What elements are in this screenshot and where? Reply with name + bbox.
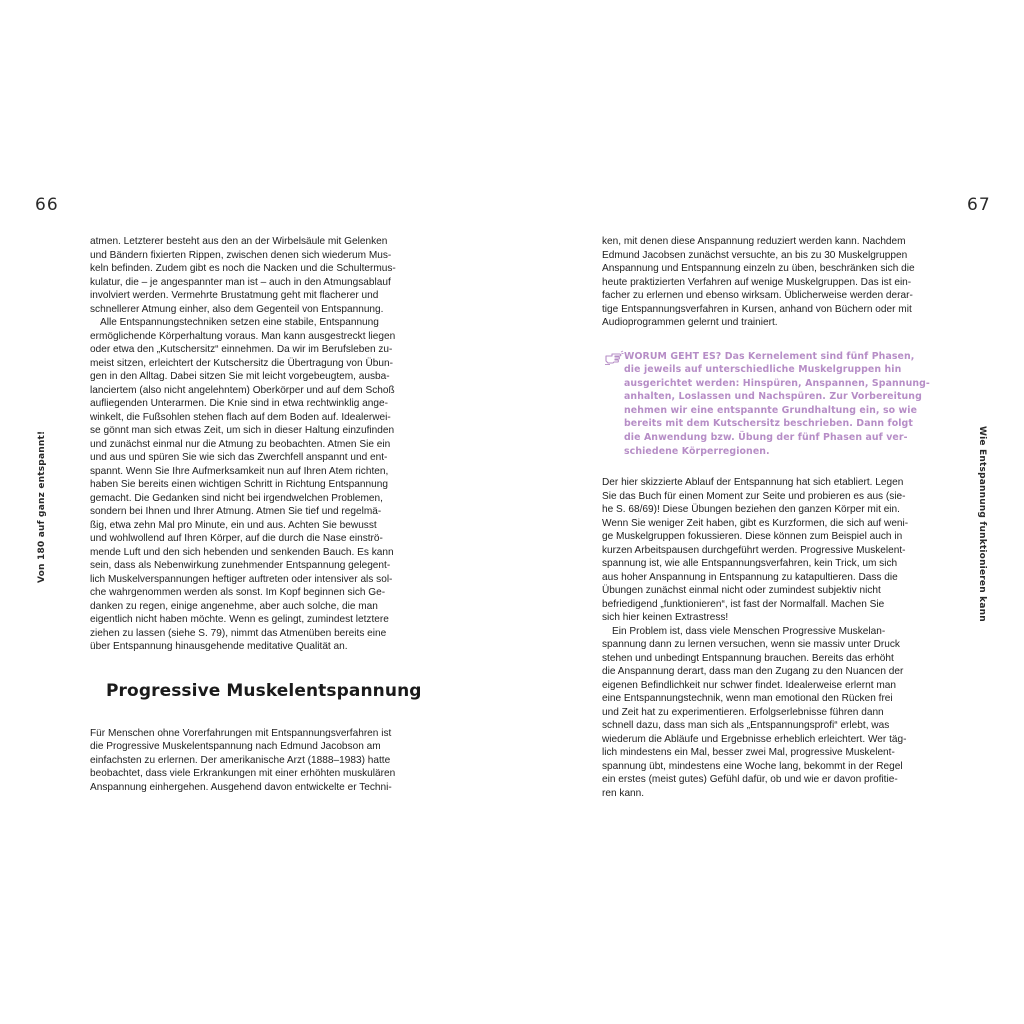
text-line: sondern bei Ihnen und Ihrer Atmung. Atmen Sie tief und regelmä- <box>90 506 382 517</box>
text-line: sich hier keinen Extrastress! <box>602 612 729 624</box>
left-paragraph-1 <box>90 235 412 316</box>
text-line: die Progressive Muskelentspannung nach Edmund Jacobson am <box>90 741 381 752</box>
text-line: heute praktizierten Verfahren auf wenige Muskelgruppen. Das ist ein- <box>602 276 912 288</box>
text-line: ermöglichende Körperhaltung voraus. Man kann ausgestreckt liegen <box>90 330 396 342</box>
callout-line: die jeweils auf unterschiedliche Muskelgruppen hin <box>624 364 902 376</box>
text-line: Ein Problem ist, dass viele Menschen Progressive Muskelan- <box>612 625 886 637</box>
text-line: und Zeit hat zu experimentieren. Erfolgserlebnisse führen dann <box>602 706 884 718</box>
text-line: ren kann. <box>602 787 645 799</box>
text-line: oder etwa den „Kutschersitz“ einnehmen. Da wir im Berufsleben zu- <box>90 344 393 355</box>
right-paragraph-2 <box>602 476 924 625</box>
text-line: Der hier skizzierte Ablauf der Entspannung hat sich etabliert. Legen <box>602 477 904 489</box>
text-line: aus hoher Anspannung in Entspannung zu katapultieren. Dass die <box>602 571 898 583</box>
callout-line: WORUM GEHT ES? Das Kernelement sind fünf Phasen, <box>624 350 915 362</box>
text-line: und wohlwollend auf Ihren Körper, auf die durch die Nase einströ- <box>90 533 383 544</box>
text-line: tige Entspannungsverfahren in Kursen, anhand von Büchern oder mit <box>602 303 912 315</box>
text-line: atmen. Letzterer besteht aus den an der Wirbelsäule mit Gelenken <box>90 236 388 247</box>
text-line: Audioprogrammen gelernt und trainiert. <box>602 317 778 328</box>
text-line: Für Menschen ohne Vorerfahrungen mit Entspannungsverfahren ist <box>90 727 392 739</box>
text-line: ßig, etwa zehn Mal pro Minute, ein und aus. Achten Sie bewusst <box>90 519 377 531</box>
left-column <box>90 235 422 794</box>
text-line: schnellerer Atmung einher, also dem Gegenteil von Entspannung. <box>90 303 384 315</box>
text-line: Übungen zunächst einmal nicht oder zumindest subjektiv nicht <box>602 585 881 597</box>
text-line: facher zu erlernen und ebenso wirksam. Üblicherweise werden derar- <box>602 290 913 301</box>
left-paragraph-2 <box>90 316 412 654</box>
text-line: eigenen Befindlichkeit nur schwer findet. Idealerweise erlernt man <box>602 679 897 691</box>
right-paragraph-1 <box>602 235 924 330</box>
chapter-label-right: Wie Entspannung funktionieren kann <box>977 426 987 622</box>
text-line: Wenn Sie weniger Zeit haben, gibt es Kurzformen, die sich auf weni- <box>602 517 909 529</box>
text-line: spannung dann zu lernen versuchen, wenn sie massiv unter Druck <box>602 639 900 651</box>
text-line: danken zu regen, einige angenehme, aber auch solche, die man <box>90 600 378 612</box>
chapter-label-left: Von 180 auf ganz entspannt! <box>37 430 47 583</box>
text-line: Edmund Jacobsen zunächst versuchte, an bis zu 30 Muskelgruppen <box>602 249 908 261</box>
text-line: involviert werden. Vermehrte Brustatmung geht mit flacherer und <box>90 290 379 301</box>
left-paragraph-3 <box>90 727 412 795</box>
text-line: und Bändern fixierten Rippen, zwischen denen sich wiederum Mus- <box>90 249 392 261</box>
right-paragraph-3 <box>602 625 924 801</box>
text-line: spannt. Wenn Sie Ihre Aufmerksamkeit nun auf Ihren Atem richten, <box>90 465 389 477</box>
text-line: ge Muskelgruppen fokussieren. Diese können zum Beispiel auch in <box>602 531 903 543</box>
callout-box <box>602 350 930 459</box>
text-line: über Entspannung hinausgehende meditative Qualität an. <box>90 641 348 652</box>
text-line: kurzen Arbeitspausen durchgeführt werden. Progressive Muskelent- <box>602 544 906 556</box>
text-line: eigentlich nicht haben möchte. Wenn es gelingt, zumindest letztere <box>90 614 389 625</box>
text-line: se gönnt man sich etwas Zeit, um sich in dieser Haltung einzufinden <box>90 425 395 436</box>
text-line: mende Luft und den sich hebenden und senkenden Bauch. Es kann <box>90 546 394 558</box>
text-line: spannung übt, mindestens eine Woche lang, bekommt in der Regel <box>602 760 903 772</box>
text-line: stehen und unbedingt Entspannung brauchen. Bereits das erhöht <box>602 652 894 664</box>
page-number-right: 67 <box>967 195 991 215</box>
text-line: beobachtet, dass viele Erkrankungen mit einer erhöhten muskulären <box>90 768 396 779</box>
right-column <box>602 235 930 800</box>
text-line: Alle Entspannungstechniken setzen eine stabile, Entspannung <box>100 317 379 328</box>
callout-line: die Anwendung bzw. Übung der fünf Phasen auf ver- <box>624 432 908 444</box>
text-line: sein, dass als Nebenwirkung zunehmender Entspannung gelegent- <box>90 560 391 571</box>
text-line: und zunächst einmal nur die Atmung zu beobachten. Atmen Sie ein <box>90 438 391 450</box>
text-line: kulatur, die – je angespannter man ist – auch in den Atmungsablauf <box>90 276 391 288</box>
text-line: Anspannung und Entspannung einzeln zu üben, beschränken sich die <box>602 263 915 274</box>
callout-line: anhalten, Loslassen und Nachspüren. Zur Vorbereitung <box>624 391 922 403</box>
text-line: he S. 68/69)! Diese Übungen beziehen den ganzen Körper mit ein. <box>602 504 900 516</box>
text-line: lanciertem (also nicht angelehntem) Oberkörper und auf dem Schoß <box>90 384 395 396</box>
callout-line: bereits mit dem Kutschersitz beschrieben. Dann folgt <box>624 418 913 430</box>
text-line: gen in den Alltag. Dabei sitzen Sie mit leicht vorgebeugtem, ausba- <box>90 371 390 382</box>
text-line: ein erstes (meist gutes) Gefühl dafür, ob und wie er davon profitie- <box>602 774 898 786</box>
text-line: haben Sie bereits einen wichtigen Schritt in Richtung Entspannung <box>90 479 388 490</box>
text-line: keln befinden. Zudem gibt es noch die Nacken und die Schultermus- <box>90 263 396 274</box>
text-line: wiederum die Abläufe und Ergebnisse erheblich erleichtert. Wer täg- <box>602 733 907 745</box>
callout-line: schiedene Körperregionen. <box>624 445 770 457</box>
callout-line: ausgerichtet werden: Hinspüren, Anspannen, Spannung- <box>624 377 930 389</box>
text-line: schnell dazu, dass man sich als „Entspannungsprofi“ erlebt, was <box>602 720 890 732</box>
text-line: ziehen zu lassen (siehe S. 79), nimmt das Atmenüben bereits eine <box>90 627 387 639</box>
text-line: ken, mit denen diese Anspannung reduziert werden kann. Nachdem <box>602 236 906 247</box>
text-line: die Anspannung derart, dass man den Zugang zu den Nuancen der <box>602 666 904 678</box>
pointing-hand-icon <box>604 350 624 366</box>
text-line: gemacht. Die Gedanken sind nicht bei irgendwelchen Problemen, <box>90 492 383 504</box>
text-line: befriedigend „funktionieren“, ist fast der Normalfall. Machen Sie <box>602 598 885 610</box>
text-line: und aus und spüren Sie wie sich das Zwerchfell anspannt und ent- <box>90 452 388 463</box>
text-line: winkelt, die Fußsohlen stehen flach auf dem Boden auf. Idealerwei- <box>90 411 391 423</box>
text-line: eine Entspannungstechnik, wenn man emotional den Rücken frei <box>602 693 893 705</box>
section-heading: Progressive Muskelentspannung <box>106 680 422 701</box>
callout-line: nehmen wir eine entspannte Grundhaltung ein, so wie <box>624 404 918 416</box>
text-line: aufliegenden Unterarmen. Die Knie sind in etwa rechtwinklig ange- <box>90 398 388 409</box>
text-line: lich Muskelverspannungen heftiger auftreten oder intensiver als sol- <box>90 573 393 585</box>
text-line: spannung ist, wie alle Entspannungsverfahren, kein Trick, um sich <box>602 558 898 570</box>
text-line: einfachsten zu erlernen. Der amerikanische Arzt (1888–1983) hatte <box>90 754 391 766</box>
callout-text <box>624 350 930 459</box>
page-number-left: 66 <box>35 195 59 215</box>
text-line: lich mindestens ein Mal, besser zwei Mal, progressive Muskelent- <box>602 747 895 759</box>
text-line: che wahrgenommen werden als sonst. Im Kopf beginnen sich Ge- <box>90 587 386 598</box>
text-line: Sie das Buch für einen Moment zur Seite und probieren es aus (sie- <box>602 490 906 502</box>
text-line: Anspannung einhergehen. Ausgehend davon entwickelte er Techni- <box>90 781 392 793</box>
text-line: meist sitzen, erleichtert der Kutschersitz die Übertragung von Übun- <box>90 357 393 369</box>
